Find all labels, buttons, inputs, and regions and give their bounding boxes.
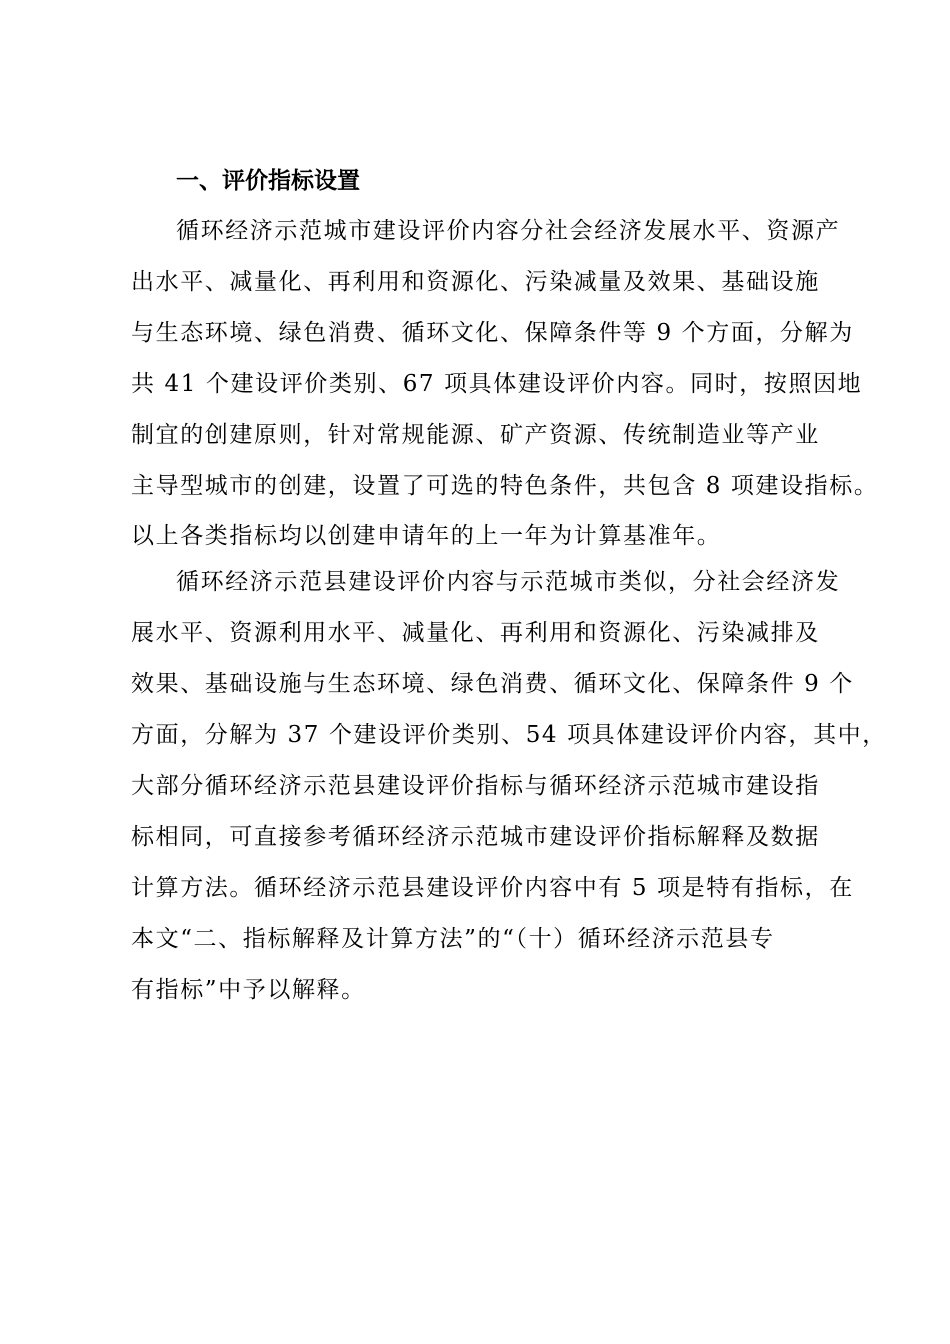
paragraph-line: 以上各类指标均以创建申请年的上一年为计算基准年。 [131, 523, 722, 549]
paragraph-line: 与生态环境、绿色消费、循环文化、保障条件等 9 个方面，分解为 [131, 320, 854, 346]
paragraph-line: 有指标”中予以解释。 [131, 977, 366, 1003]
paragraph-line: 循环经济示范城市建设评价内容分社会经济发展水平、资源产 [176, 218, 841, 244]
section-heading: 一、评价指标设置 [176, 168, 360, 194]
paragraph-line: 出水平、减量化、再利用和资源化、污染减量及效果、基础设施 [131, 269, 820, 295]
paragraph-line: 方面，分解为 37 个建设评价类别、54 项具体建设评价内容，其中， [131, 722, 887, 748]
paragraph-line: 计算方法。循环经济示范县建设评价内容中有 5 项是特有指标，在 [131, 875, 854, 901]
paragraph-line: 本文“二、指标解释及计算方法”的“（十）循环经济示范县专 [131, 926, 775, 952]
paragraph-line: 展水平、资源利用水平、减量化、再利用和资源化、污染减排及 [131, 620, 820, 646]
paragraph-line: 共 41 个建设评价类别、67 项具体建设评价内容。同时，按照因地 [131, 371, 863, 397]
paragraph-line: 大部分循环经济示范县建设评价指标与循环经济示范城市建设指 [131, 773, 820, 799]
paragraph-line: 标相同，可直接参考循环经济示范城市建设评价指标解释及数据 [131, 824, 820, 850]
paragraph-line: 主导型城市的创建，设置了可选的特色条件，共包含 8 项建设指标。 [131, 473, 879, 499]
paragraph-line: 效果、基础设施与生态环境、绿色消费、循环文化、保障条件 9 个 [131, 671, 854, 697]
paragraph-line: 循环经济示范县建设评价内容与示范城市类似，分社会经济发 [176, 569, 841, 595]
paragraph-line: 制宜的创建原则，针对常规能源、矿产资源、传统制造业等产业 [131, 422, 820, 448]
